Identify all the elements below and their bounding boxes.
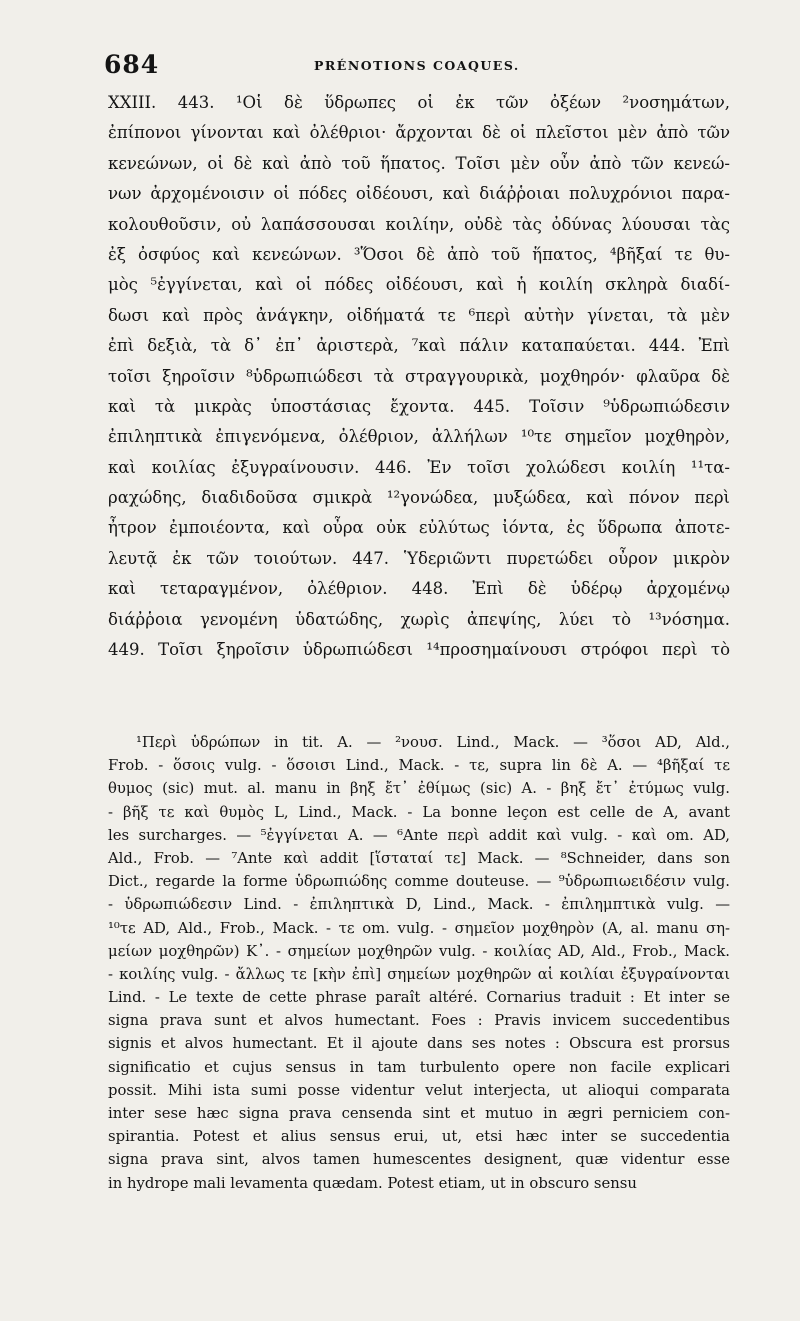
text-line: καὶ τεταραγμένον, ὀλέθριον. 448. Ἐπὶ δὲ ὑδέρῳ ἀρχομένῳ bbox=[108, 579, 730, 599]
text-line: ραχώδης, διαδιδοῦσα σμικρὰ ¹²γονώδεα, μυξώδεα, καὶ πόνον περὶ bbox=[108, 488, 730, 508]
footnote-line: μείων μοχθηρῶν) K᾽. - σημείων μοχθηρῶν vulg. - κοιλίας AD, Ald., Frob., Mack. bbox=[108, 942, 730, 960]
text-line: λευτᾷ ἐκ τῶν τοιούτων. 447. Ὑδεριῶντι πυρετώδει οὖρον μικρὸν bbox=[108, 548, 730, 568]
text-line: ἐξ ὀσφύος καὶ κενεώνων. ³Ὅσοι δὲ ἀπὸ τοῦ ἥπατος, ⁴βῆξαί τε θυ- bbox=[108, 244, 730, 264]
text-line: ἐπιληπτικὰ ἐπιγενόμενα, ὀλέθριον, ἀλλήλων ¹⁰τε σημεῖον μοχθηρὸν, bbox=[108, 427, 730, 447]
text-line: κενεώνων, οἱ δὲ καὶ ἀπὸ τοῦ ἥπατος. Τοῖσι μὲν οὖν ἀπὸ τῶν κενεώ- bbox=[108, 153, 730, 173]
footnote-line: signa prava sint, alvos tamen humescentes designent, quæ videntur esse bbox=[108, 1151, 730, 1169]
page-header bbox=[104, 50, 730, 80]
footnote-line: Lind. - Le texte de cette phrase paraît altéré. Cornarius traduit : Et inter se bbox=[108, 989, 730, 1007]
footnote-line: - βῆξ τε καὶ θυμὸς L, Lind., Mack. - La bonne leçon est celle de A, avant bbox=[108, 803, 730, 821]
text-line: 449. Τοῖσι ξηροῖσιν ὑδρωπιώδεσι ¹⁴προσημαίνουσι στρόφοι περὶ τὸ bbox=[108, 640, 730, 660]
text-line: νων ἀρχομένοισιν οἱ πόδες οἰδέουσι, καὶ διάῤῥοιαι πολυχρόνιοι παρα- bbox=[108, 184, 730, 204]
footnote-line: signa prava sunt et alvos humectant. Foes : Pravis invicem succedentibus bbox=[108, 1012, 730, 1030]
footnote-line: ¹Περὶ ὑδρώπων in tit. A. — ²νουσ. Lind., Mack. — ³ὅσοι AD, Ald., bbox=[136, 734, 730, 751]
page-number: 684 bbox=[104, 50, 160, 79]
footnote-line: ¹⁰τε AD, Ald., Frob., Mack. - τε om. vulg. - σημεῖον μοχθηρὸν (A, al. manu ση- bbox=[108, 919, 730, 937]
footnote-line: in hydrope mali levamenta quædam. Potest etiam, ut in obscuro sensu bbox=[108, 1174, 637, 1192]
text-line: XXIII. 443. ¹Οἱ δὲ ὕδρωπες οἱ ἐκ τῶν ὀξέων ²νοσημάτων, bbox=[108, 93, 730, 112]
footnotes bbox=[108, 731, 730, 1195]
footnote-line: - κοιλίης vulg. - ἄλλως τε [κὴν ἐπὶ] σημείων μοχθηρῶν αἱ κοιλίαι ἐξυγραίνονται bbox=[108, 965, 730, 983]
footnote-line: significatio et cujus sensus in tam turbulento opere non facile explicari bbox=[108, 1058, 730, 1076]
footnote-line: les surcharges. — ⁵ἐγγίνεται A. — ⁶Ante περὶ addit καὶ vulg. - καὶ om. AD, bbox=[108, 826, 730, 844]
running-title: PRÉNOTIONS COAQUES. bbox=[314, 58, 520, 73]
text-line: ἐπὶ δεξιὰ, τὰ δ᾽ ἐπ᾽ ἀριστερὰ, ⁷καὶ πάλιν καταπαύεται. 444. Ἐπὶ bbox=[108, 336, 730, 356]
text-line: καὶ κοιλίας ἐξυγραίνουσιν. 446. Ἐν τοῖσι χολώδεσι κοιλίη ¹¹τα- bbox=[108, 457, 730, 477]
footnote-line: - ὑδρωπιώδεσιν Lind. - ἐπιληπτικὰ D, Lind., Mack. - ἐπιλημπτικὰ vulg. — bbox=[108, 896, 730, 914]
footnote-line: θυμος (sic) mut. al. manu in βηξ ἔτ᾽ ἐθίμως (sic) A. - βηξ ἔτ᾽ ἐτύμως vulg. bbox=[108, 780, 730, 798]
text-line: τοῖσι ξηροῖσιν ⁸ὑδρωπιώδεσι τὰ στραγγουρικὰ, μοχθηρόν· φλαῦρα δὲ bbox=[108, 366, 730, 386]
footnote-line: spirantia. Potest et alius sensus erui, ut, etsi hæc inter se succedentia bbox=[108, 1128, 730, 1146]
footnote-line: inter sese hæc signa prava censenda sint et mutuo in ægri perniciem con- bbox=[108, 1105, 730, 1122]
footnote-line: Frob. - ὅσοις vulg. - ὅσοισι Lind., Mack. - τε, supra lin δὲ A. — ⁴βῆξαί τε bbox=[108, 757, 730, 775]
main-greek-text bbox=[108, 88, 730, 665]
footnote-line: possit. Mihi ista sumi posse videntur velut interjecta, ut alioqui comparata bbox=[108, 1081, 730, 1099]
text-line: κολουθοῦσιν, οὐ λαπάσσουσαι κοιλίην, οὐδὲ τὰς ὀδύνας λύουσαι τὰς bbox=[108, 214, 730, 234]
text-line: μὸς ⁵ἐγγίνεται, καὶ οἱ πόδες οἰδέουσι, καὶ ἡ κοιλίη σκληρὰ διαδί- bbox=[108, 275, 730, 295]
text-line: δωσι καὶ πρὸς ἀνάγκην, οἰδήματά τε ⁶περὶ αὐτὴν γίνεται, τὰ μὲν bbox=[108, 305, 730, 325]
text-line: ἦτρον ἐμποιέοντα, καὶ οὖρα οὐκ εὐλύτως ἰόντα, ἐς ὕδρωπα ἀποτε- bbox=[108, 518, 730, 538]
text-line: ἐπίπονοι γίνονται καὶ ὀλέθριοι· ἄρχονται δὲ οἱ πλεῖστοι μὲν ἀπὸ τῶν bbox=[108, 123, 730, 143]
footnote-line: Dict., regarde la forme ὑδρωπιώδης comme douteuse. — ⁹ὑδρωπιωειδέσιν vulg. bbox=[108, 873, 730, 891]
text-line: διάῤῥοια γενομένη ὑδατώδης, χωρὶς ἀπεψίης, λύει τὸ ¹³νόσημα. bbox=[108, 609, 730, 629]
footnote-line: signis et alvos humectant. Et il ajoute dans ses notes : Obscura est prorsus bbox=[108, 1035, 730, 1053]
text-line: καὶ τὰ μικρὰς ὑποστάσιας ἔχοντα. 445. Τοῖσιν ⁹ὑδρωπιώδεσιν bbox=[108, 396, 730, 416]
footnote-line: Ald., Frob. — ⁷Ante καὶ addit [ἵσταταί τε] Mack. — ⁸Schneider, dans son bbox=[108, 849, 730, 867]
